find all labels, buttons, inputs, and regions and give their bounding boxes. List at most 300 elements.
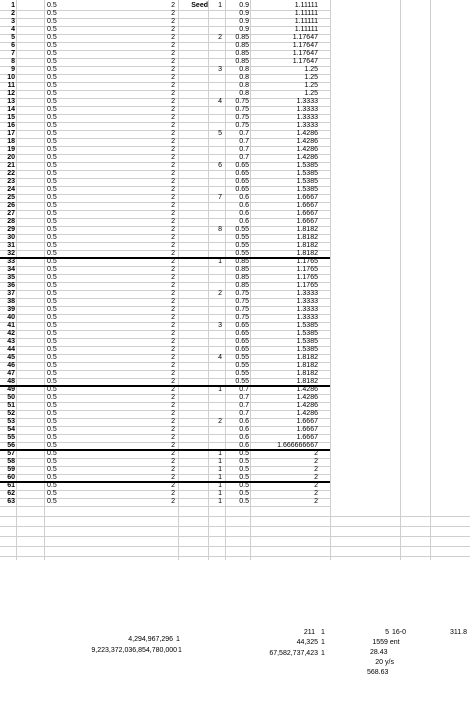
cell-value-inverse[interactable]: 1.25 — [304, 74, 318, 81]
cell-value-group[interactable] — [208, 242, 222, 250]
cell-value-a[interactable]: 0.5 — [47, 210, 57, 217]
cell-value-inverse[interactable]: 1.4286 — [296, 410, 318, 417]
cell-value-group[interactable]: 1 — [218, 450, 222, 457]
cell-value-group[interactable]: 1 — [218, 498, 222, 505]
cell-value-ratio[interactable]: 0.55 — [235, 370, 249, 377]
cell-value-a[interactable]: 0.5 — [47, 370, 57, 377]
cell-value-group[interactable] — [208, 42, 222, 50]
cell-value-inverse[interactable]: 1.6667 — [296, 218, 318, 225]
cell-value-b[interactable]: 2 — [171, 314, 175, 321]
cell-value-a[interactable]: 0.5 — [47, 98, 57, 105]
cell-value-b[interactable]: 2 — [171, 138, 175, 145]
cell-value-a[interactable]: 0.5 — [47, 466, 57, 473]
total-cell[interactable]: 211 — [303, 629, 315, 636]
cell-value-ratio[interactable]: 0.9 — [239, 18, 249, 25]
cell-value-inverse[interactable]: 2 — [314, 450, 318, 457]
cell-value-ratio[interactable]: 0.65 — [235, 170, 249, 177]
cell-value-group[interactable]: 3 — [218, 322, 222, 329]
cell-value-a[interactable]: 0.5 — [47, 314, 57, 321]
cell-value-inverse[interactable]: 1.11111 — [294, 2, 318, 9]
cell-value-a[interactable]: 0.5 — [47, 2, 57, 9]
cell-value-ratio[interactable]: 0.8 — [239, 74, 249, 81]
cell-value-b[interactable]: 2 — [171, 106, 175, 113]
total-cell[interactable]: 4,294,967,296 — [128, 636, 173, 643]
cell-value-ratio[interactable]: 0.55 — [235, 362, 249, 369]
cell-value-a[interactable]: 0.5 — [47, 226, 57, 233]
cell-value-ratio[interactable]: 0.55 — [235, 242, 249, 249]
cell-value-ratio[interactable]: 0.85 — [235, 42, 249, 49]
cell-value-ratio[interactable]: 0.85 — [235, 58, 249, 65]
total-cell[interactable]: 67,582,737,423 — [269, 650, 318, 657]
cell-value-b[interactable]: 2 — [171, 226, 175, 233]
cell-value-b[interactable]: 2 — [171, 498, 175, 505]
cell-value-ratio[interactable]: 0.85 — [235, 50, 249, 57]
cell-value-b[interactable]: 2 — [171, 74, 175, 81]
cell-value-b[interactable]: 2 — [171, 178, 175, 185]
cell-value-group[interactable] — [208, 106, 222, 114]
cell-value-group[interactable]: 1 — [218, 458, 222, 465]
summary-cell[interactable]: 20 — [375, 659, 383, 666]
cell-value-a[interactable]: 0.5 — [47, 218, 57, 225]
cell-value-a[interactable]: 0.5 — [47, 242, 57, 249]
cell-value-a[interactable]: 0.5 — [47, 394, 57, 401]
cell-value-inverse[interactable]: 1.8182 — [296, 370, 318, 377]
cell-value-ratio[interactable]: 0.6 — [239, 442, 249, 449]
cell-value-ratio[interactable]: 0.75 — [235, 306, 249, 313]
cell-value-ratio[interactable]: 0.75 — [235, 114, 249, 121]
cell-value-a[interactable]: 0.5 — [47, 330, 57, 337]
cell-value-a[interactable]: 0.5 — [47, 146, 57, 153]
cell-value-group[interactable] — [208, 306, 222, 314]
cell-value-ratio[interactable]: 0.5 — [239, 458, 249, 465]
cell-value-b[interactable]: 2 — [171, 194, 175, 201]
cell-value-a[interactable]: 0.5 — [47, 274, 57, 281]
cell-value-inverse[interactable]: 1.4286 — [296, 146, 318, 153]
cell-value-group[interactable] — [208, 154, 222, 162]
cell-value-b[interactable]: 2 — [171, 362, 175, 369]
cell-value-a[interactable]: 0.5 — [47, 74, 57, 81]
cell-value-group[interactable] — [208, 394, 222, 402]
cell-value-ratio[interactable]: 0.5 — [239, 482, 249, 489]
cell-value-a[interactable]: 0.5 — [47, 114, 57, 121]
cell-value-ratio[interactable]: 0.7 — [239, 386, 249, 393]
cell-value-inverse[interactable]: 2 — [314, 474, 318, 481]
total-cell[interactable]: 44,325 — [296, 639, 318, 646]
cell-value-b[interactable]: 2 — [171, 10, 175, 17]
cell-value-ratio[interactable]: 0.6 — [239, 426, 249, 433]
cell-value-b[interactable]: 2 — [171, 450, 175, 457]
cell-value-inverse[interactable]: 1.3333 — [296, 290, 318, 297]
cell-value-a[interactable]: 0.5 — [47, 362, 57, 369]
cell-value-group[interactable]: 1 — [218, 490, 222, 497]
cell-value-group[interactable]: 1 — [218, 474, 222, 481]
cell-value-b[interactable]: 2 — [171, 42, 175, 49]
cell-value-inverse[interactable]: 1.5385 — [296, 330, 318, 337]
cell-value-a[interactable]: 0.5 — [47, 306, 57, 313]
cell-value-b[interactable]: 2 — [171, 418, 175, 425]
cell-value-ratio[interactable]: 0.7 — [239, 402, 249, 409]
cell-value-ratio[interactable]: 0.65 — [235, 338, 249, 345]
cell-value-a[interactable]: 0.5 — [47, 82, 57, 89]
cell-value-group[interactable] — [208, 186, 222, 194]
cell-value-b[interactable]: 2 — [171, 402, 175, 409]
cell-value-group[interactable]: 4 — [218, 98, 222, 105]
cell-value-group[interactable] — [208, 362, 222, 370]
cell-value-b[interactable]: 2 — [171, 146, 175, 153]
cell-value-inverse[interactable]: 1.5385 — [296, 162, 318, 169]
cell-value-a[interactable]: 0.5 — [47, 386, 57, 393]
cell-value-a[interactable]: 0.5 — [47, 418, 57, 425]
cell-value-inverse[interactable]: 1.6667 — [296, 210, 318, 217]
cell-value-inverse[interactable]: 1.8182 — [296, 354, 318, 361]
cell-value-b[interactable]: 2 — [171, 466, 175, 473]
cell-value-b[interactable]: 2 — [171, 242, 175, 249]
summary-cell[interactable]: 155 — [372, 639, 384, 646]
cell-value-b[interactable]: 2 — [171, 186, 175, 193]
cell-value-group[interactable] — [208, 50, 222, 58]
cell-value-b[interactable]: 2 — [171, 162, 175, 169]
cell-value-ratio[interactable]: 0.7 — [239, 394, 249, 401]
cell-value-inverse[interactable]: 1.4286 — [296, 130, 318, 137]
cell-value-b[interactable]: 2 — [171, 482, 175, 489]
cell-value-a[interactable]: 0.5 — [47, 138, 57, 145]
cell-value-a[interactable]: 0.5 — [47, 194, 57, 201]
cell-value-inverse[interactable]: 1.3333 — [296, 98, 318, 105]
cell-value-inverse[interactable]: 1.1765 — [296, 266, 318, 273]
cell-value-ratio[interactable]: 0.65 — [235, 162, 249, 169]
cell-value-b[interactable]: 2 — [171, 210, 175, 217]
cell-value-inverse[interactable]: 2 — [314, 490, 318, 497]
cell-value-group[interactable]: 3 — [218, 66, 222, 73]
cell-value-group[interactable] — [208, 82, 222, 90]
cell-value-inverse[interactable]: 1.17647 — [292, 50, 318, 57]
cell-value-a[interactable]: 0.5 — [47, 266, 57, 273]
cell-value-ratio[interactable]: 0.6 — [239, 434, 249, 441]
cell-value-b[interactable]: 2 — [171, 298, 175, 305]
cell-value-inverse[interactable]: 1.5385 — [296, 170, 318, 177]
cell-value-ratio[interactable]: 0.65 — [235, 178, 249, 185]
cell-value-b[interactable]: 2 — [171, 338, 175, 345]
cell-value-a[interactable]: 0.5 — [47, 498, 57, 505]
cell-value-a[interactable]: 0.5 — [47, 434, 57, 441]
cell-value-b[interactable]: 2 — [171, 82, 175, 89]
cell-value-a[interactable]: 0.5 — [47, 154, 57, 161]
cell-value-group[interactable] — [208, 218, 222, 226]
cell-value-a[interactable]: 0.5 — [47, 34, 57, 41]
cell-value-b[interactable]: 2 — [171, 474, 175, 481]
cell-value-ratio[interactable]: 0.75 — [235, 290, 249, 297]
cell-value-group[interactable] — [208, 410, 222, 418]
cell-value-inverse[interactable]: 2 — [314, 498, 318, 505]
cell-value-group[interactable] — [208, 26, 222, 34]
cell-value-inverse[interactable]: 1.1765 — [296, 282, 318, 289]
cell-value-a[interactable]: 0.5 — [47, 66, 57, 73]
cell-value-b[interactable]: 2 — [171, 490, 175, 497]
cell-value-inverse[interactable]: 1.11111 — [294, 10, 318, 17]
cell-value-inverse[interactable]: 1.11111 — [294, 18, 318, 25]
cell-value-inverse[interactable]: 1.1765 — [296, 258, 318, 265]
cell-value-group[interactable] — [208, 114, 222, 122]
cell-value-b[interactable]: 2 — [171, 426, 175, 433]
cell-value-ratio[interactable]: 0.75 — [235, 98, 249, 105]
cell-value-group[interactable]: 1 — [218, 386, 222, 393]
cell-value-ratio[interactable]: 0.5 — [239, 450, 249, 457]
cell-value-b[interactable]: 2 — [171, 266, 175, 273]
cell-value-a[interactable]: 0.5 — [47, 250, 57, 257]
cell-value-b[interactable]: 2 — [171, 274, 175, 281]
cell-value-ratio[interactable]: 0.65 — [235, 346, 249, 353]
cell-value-a[interactable]: 0.5 — [47, 58, 57, 65]
cell-value-ratio[interactable]: 0.85 — [235, 266, 249, 273]
cell-value-a[interactable]: 0.5 — [47, 442, 57, 449]
cell-value-group[interactable]: 1 — [218, 2, 222, 9]
cell-value-group[interactable] — [208, 178, 222, 186]
cell-value-group[interactable] — [208, 90, 222, 98]
cell-value-ratio[interactable]: 0.55 — [235, 250, 249, 257]
cell-value-group[interactable]: 8 — [218, 226, 222, 233]
cell-value-a[interactable]: 0.5 — [47, 162, 57, 169]
cell-value-ratio[interactable]: 0.6 — [239, 194, 249, 201]
cell-value-group[interactable] — [208, 58, 222, 66]
cell-value-ratio[interactable]: 0.55 — [235, 226, 249, 233]
cell-value-inverse[interactable]: 1.3333 — [296, 114, 318, 121]
cell-value-b[interactable]: 2 — [171, 50, 175, 57]
cell-value-b[interactable]: 2 — [171, 410, 175, 417]
cell-value-group[interactable]: 5 — [218, 130, 222, 137]
cell-value-ratio[interactable]: 0.9 — [239, 2, 249, 9]
cell-value-inverse[interactable]: 1.6667 — [296, 202, 318, 209]
cell-value-a[interactable]: 0.5 — [47, 290, 57, 297]
cell-value-ratio[interactable]: 0.5 — [239, 466, 249, 473]
cell-value-inverse[interactable]: 2 — [314, 482, 318, 489]
cell-value-a[interactable]: 0.5 — [47, 378, 57, 385]
cell-value-b[interactable]: 2 — [171, 18, 175, 25]
cell-value-b[interactable]: 2 — [171, 378, 175, 385]
cell-value-b[interactable]: 2 — [171, 202, 175, 209]
cell-value-group[interactable] — [208, 346, 222, 354]
cell-value-inverse[interactable]: 1.3333 — [296, 306, 318, 313]
cell-value-inverse[interactable]: 1.8182 — [296, 234, 318, 241]
cell-value-inverse[interactable]: 1.17647 — [292, 42, 318, 49]
cell-value-ratio[interactable]: 0.65 — [235, 322, 249, 329]
cell-value-group[interactable]: 6 — [218, 162, 222, 169]
cell-value-inverse[interactable]: 1.3333 — [296, 298, 318, 305]
cell-value-inverse[interactable]: 1.6667 — [296, 426, 318, 433]
cell-value-b[interactable]: 2 — [171, 442, 175, 449]
cell-value-group[interactable]: 2 — [218, 34, 222, 41]
cell-value-b[interactable]: 2 — [171, 154, 175, 161]
cell-value-ratio[interactable]: 0.5 — [239, 490, 249, 497]
cell-value-inverse[interactable]: 1.25 — [304, 66, 318, 73]
cell-value-a[interactable]: 0.5 — [47, 426, 57, 433]
cell-value-b[interactable]: 2 — [171, 170, 175, 177]
cell-value-inverse[interactable]: 1.3333 — [296, 122, 318, 129]
cell-value-a[interactable]: 0.5 — [47, 170, 57, 177]
cell-value-a[interactable]: 0.5 — [47, 122, 57, 129]
cell-value-a[interactable]: 0.5 — [47, 10, 57, 17]
cell-value-b[interactable]: 2 — [171, 370, 175, 377]
cell-value-inverse[interactable]: 1.5385 — [296, 346, 318, 353]
summary-cell[interactable]: 311.8 — [450, 629, 467, 636]
cell-value-inverse[interactable]: 1.1765 — [296, 274, 318, 281]
cell-value-group[interactable] — [208, 74, 222, 82]
cell-value-a[interactable]: 0.5 — [47, 90, 57, 97]
cell-value-ratio[interactable]: 0.85 — [235, 258, 249, 265]
cell-value-b[interactable]: 2 — [171, 234, 175, 241]
cell-value-b[interactable]: 2 — [171, 330, 175, 337]
cell-value-b[interactable]: 2 — [171, 434, 175, 441]
cell-value-a[interactable]: 0.5 — [47, 298, 57, 305]
cell-value-group[interactable] — [208, 170, 222, 178]
cell-value-a[interactable]: 0.5 — [47, 322, 57, 329]
cell-value-b[interactable]: 2 — [171, 122, 175, 129]
cell-value-ratio[interactable]: 0.5 — [239, 498, 249, 505]
cell-value-a[interactable]: 0.5 — [47, 18, 57, 25]
cell-value-a[interactable]: 0.5 — [47, 50, 57, 57]
cell-value-group[interactable]: 1 — [218, 466, 222, 473]
cell-value-group[interactable] — [208, 282, 222, 290]
cell-value-ratio[interactable]: 0.6 — [239, 202, 249, 209]
cell-value-ratio[interactable]: 0.7 — [239, 146, 249, 153]
cell-value-ratio[interactable]: 0.6 — [239, 210, 249, 217]
cell-value-inverse[interactable]: 1.5385 — [296, 186, 318, 193]
cell-value-inverse[interactable]: 1.5385 — [296, 338, 318, 345]
cell-value-group[interactable] — [208, 338, 222, 346]
cell-value-b[interactable]: 2 — [171, 218, 175, 225]
cell-value-a[interactable]: 0.5 — [47, 474, 57, 481]
cell-value-ratio[interactable]: 0.55 — [235, 378, 249, 385]
cell-value-a[interactable]: 0.5 — [47, 458, 57, 465]
cell-value-ratio[interactable]: 0.6 — [239, 218, 249, 225]
cell-value-a[interactable]: 0.5 — [47, 130, 57, 137]
cell-value-inverse[interactable]: 1.6667 — [296, 434, 318, 441]
cell-value-b[interactable]: 2 — [171, 26, 175, 33]
cell-value-inverse[interactable]: 2 — [314, 466, 318, 473]
cell-value-group[interactable]: 7 — [218, 194, 222, 201]
cell-value-inverse[interactable]: 1.4286 — [296, 402, 318, 409]
summary-cell[interactable]: 568.63 — [367, 669, 389, 676]
total-cell[interactable]: 9,223,372,036,854,780,000 — [91, 647, 177, 654]
cell-value-ratio[interactable]: 0.55 — [235, 234, 249, 241]
summary-cell[interactable]: 28.43 — [370, 649, 388, 656]
cell-value-a[interactable]: 0.5 — [47, 26, 57, 33]
cell-value-inverse[interactable]: 1.5385 — [296, 322, 318, 329]
cell-value-a[interactable]: 0.5 — [47, 354, 57, 361]
cell-value-b[interactable]: 2 — [171, 386, 175, 393]
cell-value-a[interactable]: 0.5 — [47, 258, 57, 265]
cell-value-group[interactable] — [208, 402, 222, 410]
cell-value-ratio[interactable]: 0.7 — [239, 154, 249, 161]
cell-value-ratio[interactable]: 0.65 — [235, 186, 249, 193]
cell-value-b[interactable]: 2 — [171, 346, 175, 353]
cell-value-ratio[interactable]: 0.75 — [235, 298, 249, 305]
cell-value-group[interactable] — [208, 298, 222, 306]
cell-value-inverse[interactable]: 1.6667 — [296, 194, 318, 201]
cell-value-inverse[interactable]: 1.4286 — [296, 386, 318, 393]
cell-value-ratio[interactable]: 0.55 — [235, 354, 249, 361]
cell-value-a[interactable]: 0.5 — [47, 346, 57, 353]
cell-value-ratio[interactable]: 0.75 — [235, 122, 249, 129]
cell-value-inverse[interactable]: 1.4286 — [296, 394, 318, 401]
cell-value-group[interactable] — [208, 210, 222, 218]
cell-value-a[interactable]: 0.5 — [47, 482, 57, 489]
cell-value-b[interactable]: 2 — [171, 34, 175, 41]
cell-value-b[interactable]: 2 — [171, 258, 175, 265]
cell-value-b[interactable]: 2 — [171, 130, 175, 137]
cell-value-ratio[interactable]: 0.9 — [239, 26, 249, 33]
cell-value-group[interactable] — [208, 202, 222, 210]
cell-value-group[interactable] — [208, 426, 222, 434]
cell-value-inverse[interactable]: 1.666666667 — [277, 442, 318, 449]
cell-value-a[interactable]: 0.5 — [47, 410, 57, 417]
cell-value-inverse[interactable]: 1.4286 — [296, 138, 318, 145]
summary-cell[interactable]: 5 — [385, 629, 389, 636]
cell-value-ratio[interactable]: 0.85 — [235, 34, 249, 41]
cell-value-group[interactable] — [208, 274, 222, 282]
cell-value-ratio[interactable]: 0.75 — [235, 106, 249, 113]
cell-value-b[interactable]: 2 — [171, 114, 175, 121]
cell-value-ratio[interactable]: 0.85 — [235, 282, 249, 289]
cell-value-b[interactable]: 2 — [171, 290, 175, 297]
cell-value-inverse[interactable]: 1.8182 — [296, 242, 318, 249]
cell-value-inverse[interactable]: 1.4286 — [296, 154, 318, 161]
cell-value-group[interactable] — [208, 122, 222, 130]
cell-value-group[interactable] — [208, 10, 222, 18]
cell-value-group[interactable] — [208, 146, 222, 154]
cell-value-group[interactable]: 2 — [218, 290, 222, 297]
cell-value-ratio[interactable]: 0.7 — [239, 130, 249, 137]
cell-value-inverse[interactable]: 1.25 — [304, 90, 318, 97]
cell-value-inverse[interactable]: 1.3333 — [296, 314, 318, 321]
cell-value-a[interactable]: 0.5 — [47, 234, 57, 241]
cell-value-inverse[interactable]: 1.8182 — [296, 226, 318, 233]
cell-value-ratio[interactable]: 0.9 — [239, 10, 249, 17]
cell-value-b[interactable]: 2 — [171, 394, 175, 401]
cell-value-group[interactable] — [208, 138, 222, 146]
cell-value-ratio[interactable]: 0.7 — [239, 410, 249, 417]
cell-value-inverse[interactable]: 1.8182 — [296, 378, 318, 385]
cell-value-inverse[interactable]: 1.17647 — [292, 34, 318, 41]
cell-value-ratio[interactable]: 0.8 — [239, 66, 249, 73]
cell-value-ratio[interactable]: 0.65 — [235, 330, 249, 337]
cell-value-group[interactable] — [208, 234, 222, 242]
cell-value-inverse[interactable]: 1.3333 — [296, 106, 318, 113]
cell-value-ratio[interactable]: 0.5 — [239, 474, 249, 481]
cell-value-ratio[interactable]: 0.8 — [239, 82, 249, 89]
cell-value-b[interactable]: 2 — [171, 90, 175, 97]
cell-value-group[interactable] — [208, 370, 222, 378]
cell-value-a[interactable]: 0.5 — [47, 42, 57, 49]
cell-value-ratio[interactable]: 0.85 — [235, 274, 249, 281]
cell-value-a[interactable]: 0.5 — [47, 106, 57, 113]
cell-value-inverse[interactable]: 1.11111 — [294, 26, 318, 33]
cell-value-ratio[interactable]: 0.75 — [235, 314, 249, 321]
cell-value-ratio[interactable]: 0.8 — [239, 90, 249, 97]
cell-value-a[interactable]: 0.5 — [47, 202, 57, 209]
cell-value-ratio[interactable]: 0.7 — [239, 138, 249, 145]
cell-value-inverse[interactable]: 2 — [314, 458, 318, 465]
cell-value-a[interactable]: 0.5 — [47, 338, 57, 345]
cell-value-b[interactable]: 2 — [171, 98, 175, 105]
cell-value-inverse[interactable]: 1.17647 — [292, 58, 318, 65]
cell-value-group[interactable] — [208, 434, 222, 442]
cell-value-inverse[interactable]: 1.25 — [304, 82, 318, 89]
cell-value-b[interactable]: 2 — [171, 66, 175, 73]
cell-value-group[interactable]: 1 — [218, 258, 222, 265]
cell-value-a[interactable]: 0.5 — [47, 178, 57, 185]
cell-value-group[interactable]: 2 — [218, 418, 222, 425]
cell-value-a[interactable]: 0.5 — [47, 450, 57, 457]
